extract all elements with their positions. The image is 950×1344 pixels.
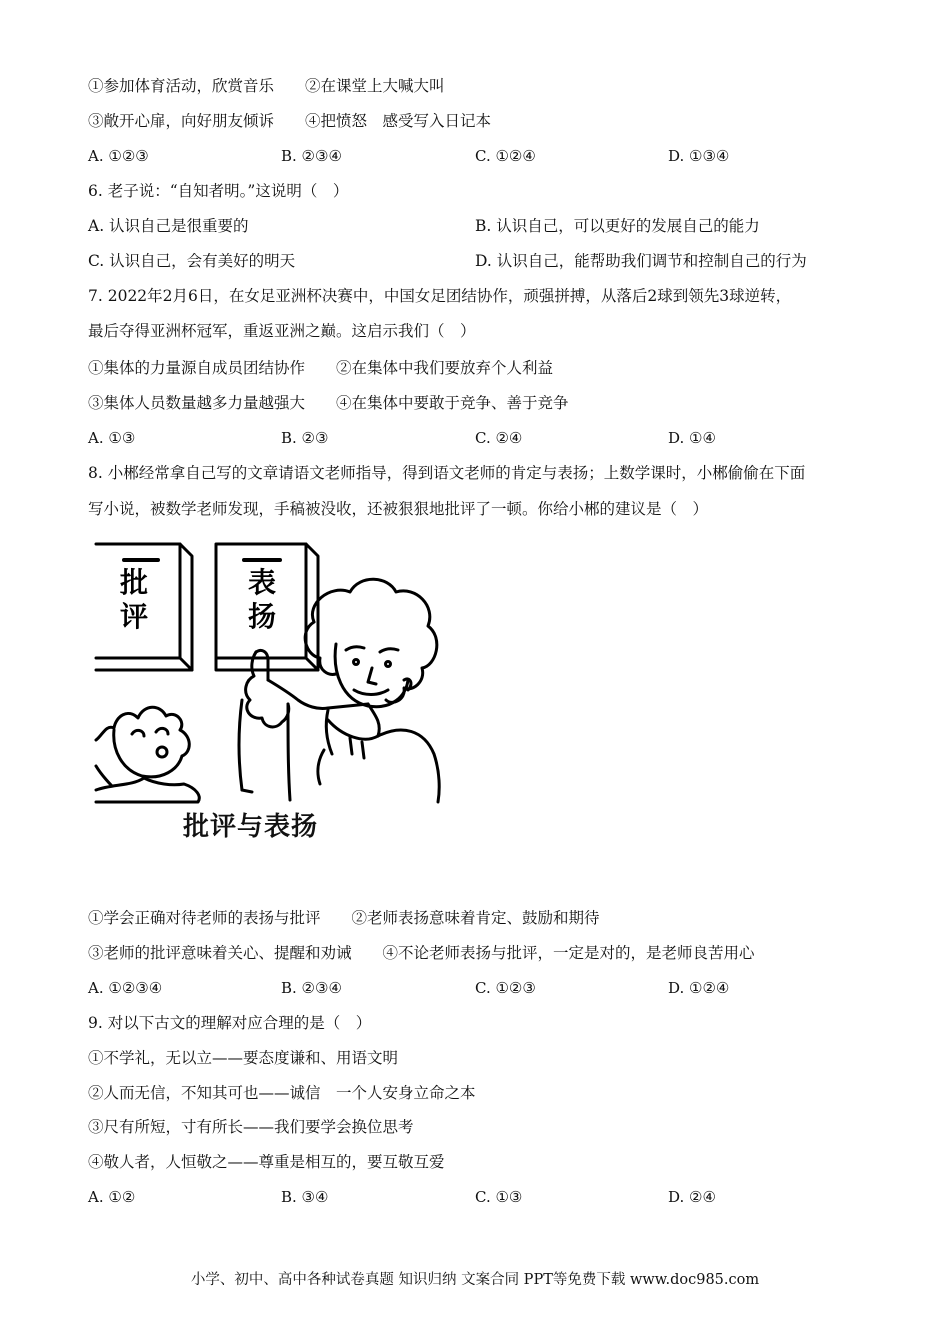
q9-option-c: C. ①③ [475,1188,523,1206]
criticism-book-label-1: 批 [119,566,149,599]
q6-stem: 6. 老子说：“自知者明。”这说明（ ） [88,182,349,200]
q5-option-a: A. ①②③ [88,147,149,165]
q9-statement-3: ③尺有所短，寸有所长——我们要学会换位思考 [88,1118,414,1136]
q7-statements-3-4: ③集体人员数量越多力量越强大 ④在集体中要敢于竞争、善于竞争 [88,394,569,412]
q7-option-c: C. ②④ [475,429,523,447]
q7-option-b: B. ②③ [281,429,329,447]
q8-stem-line-1: 8. 小郴经常拿自己写的文章请语文老师指导，得到语文老师的肯定与表扬；上数学课时，小郴偷偷在下面 [88,464,806,482]
q8-options [88,977,868,999]
q8-option-d: D. ①②④ [668,979,730,997]
q8-statements-3-4: ③老师的批评意味着关心、提醒和劝诫 ④不论老师表扬与批评，一定是对的，是老师良苦用心 [88,944,755,962]
q6-option-b: B. 认识自己，可以更好的发展自己的能力 [475,217,760,235]
q9-option-d: D. ②④ [668,1188,716,1206]
q6-option-a: A. 认识自己是很重要的 [88,217,249,235]
q9-option-b: B. ③④ [281,1188,329,1206]
q8-option-c: C. ①②③ [475,979,536,997]
criticism-book-label-2: 评 [119,600,149,633]
figure-caption: 批评与表扬 [183,812,319,842]
q9-stem: 9. 对以下古文的理解对应合理的是（ ） [88,1014,372,1032]
q5-option-b: B. ②③④ [281,147,342,165]
q9-options [88,1186,868,1208]
q5-statements-1-2: ①参加体育活动，欣赏音乐 ②在课堂上大喊大叫 [88,77,445,95]
q7-options [88,427,868,449]
q8-statements-1-2: ①学会正确对待老师的表扬与批评 ②老师表扬意味着肯定、鼓励和期待 [88,909,600,927]
q5-options [88,145,868,167]
q9-option-a: A. ①② [88,1188,136,1206]
q7-option-d: D. ①④ [668,429,716,447]
q9-statement-4: ④敬人者，人恒敬之——尊重是相互的，要互敬互爱 [88,1153,445,1171]
q8-stem-line-2: 写小说，被数学老师发现，手稿被没收，还被狠狠地批评了一顿。你给小郴的建议是（ ） [88,500,709,518]
praise-book-label-2: 扬 [247,600,277,633]
q6-option-c: C. 认识自己，会有美好的明天 [88,252,296,270]
criticism-praise-cartoon [92,540,452,850]
q9-statement-1: ①不学礼，无以立——要态度谦和、用语文明 [88,1049,399,1067]
q9-statement-2: ②人而无信，不知其可也——诚信 一个人安身立命之本 [88,1084,476,1102]
q8-option-a: A. ①②③④ [88,979,163,997]
student-figure-icon [96,707,199,802]
q7-option-a: A. ①③ [88,429,136,447]
q7-stem-line-2: 最后夺得亚洲杯冠军，重返亚洲之巅。这启示我们（ ） [88,322,476,340]
q7-statements-1-2: ①集体的力量源自成员团结协作 ②在集体中我们要放弃个人利益 [88,359,554,377]
q5-option-d: D. ①③④ [668,147,730,165]
q5-statements-3-4: ③敞开心扉，向好朋友倾诉 ④把愤怒 感受写入日记本 [88,112,492,130]
praise-book-label-1: 表 [247,566,277,599]
q8-option-b: B. ②③④ [281,979,342,997]
q6-option-d: D. 认识自己，能帮助我们调节和控制自己的行为 [475,252,807,270]
q5-option-c: C. ①②④ [475,147,536,165]
page-footer: 小学、初中、高中各种试卷真题 知识归纳 文案合同 PPT等免费下载 www.doc985.com [190,1272,760,1288]
q7-stem-line-1: 7. 2022年2月6日，在女足亚洲杯决赛中，中国女足团结协作，顽强拼搏，从落后2球到领先3球逆转， [88,287,792,305]
